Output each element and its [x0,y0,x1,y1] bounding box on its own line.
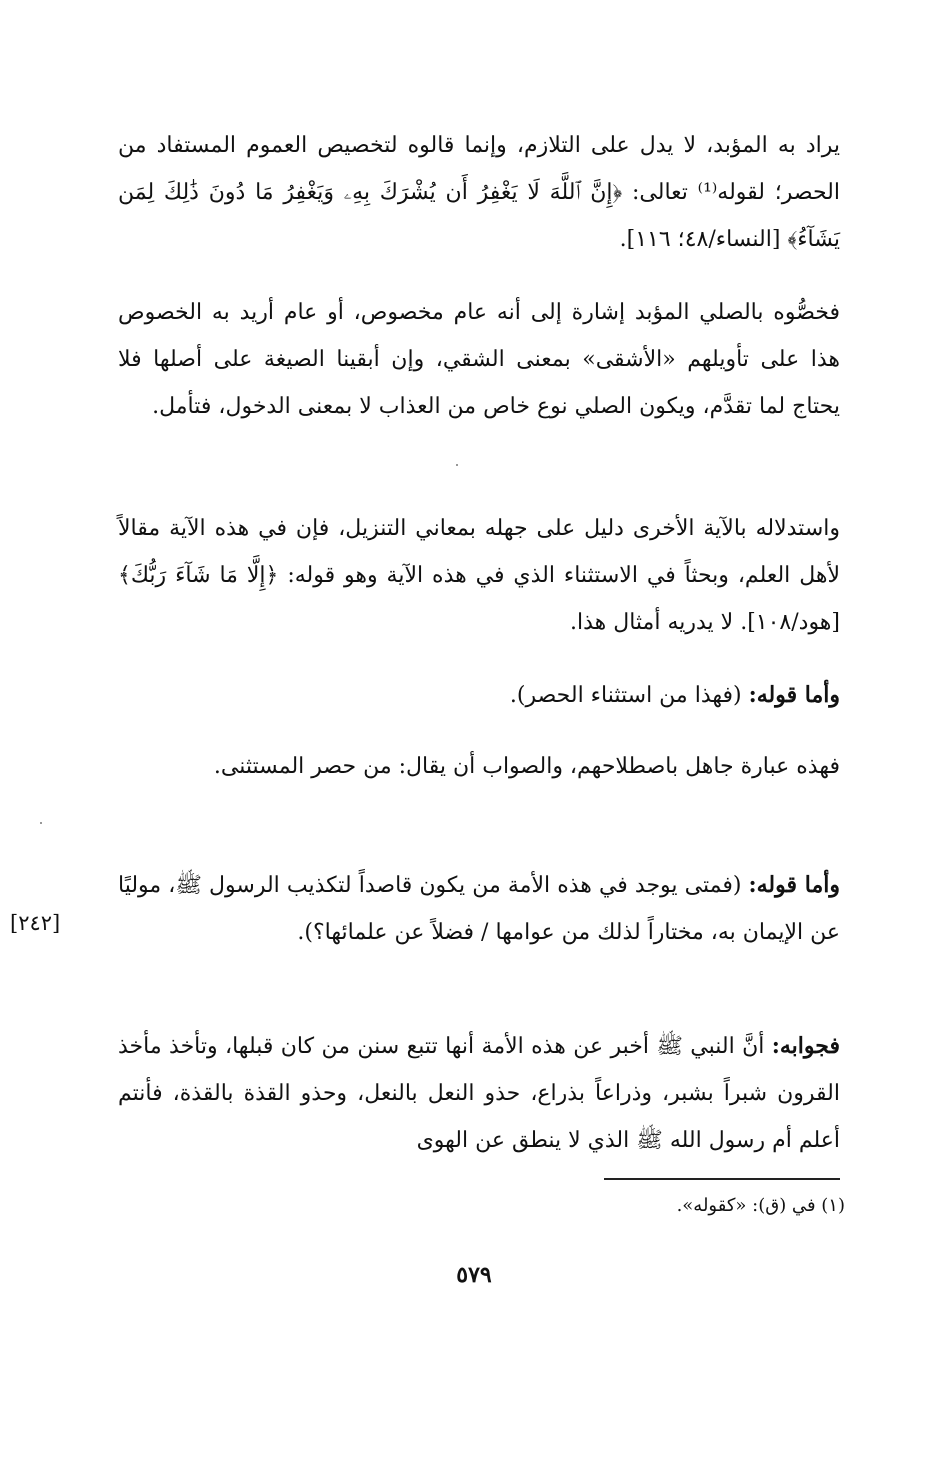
paragraph-1 [118,122,840,263]
scan-speck [40,822,42,824]
paragraph-3-text: واستدلاله بالآية الأخرى دليل على جهله بمعاني التنزيل، فإن في هذه الآية مقالاً لأهل العلم، وبحثاً في الاستثناء الذي في هذه الآية وهو قوله: ﴿إِلَّا مَا شَآءَ رَبُّكَ﴾ [هود/١٠٨]. لا يدريه أمثال هذا. [118,516,840,635]
scan-speck [456,464,458,466]
paragraph-4 [118,672,840,719]
paragraph-7-text [118,1023,840,1164]
paragraph-1-text: يراد به المؤبد، لا يدل على التلازم، وإنما قالوه لتخصيص العموم المستفاد من الحصر؛ لقوله⁽¹⁾ تعالى: ﴿إِنَّ ٱللَّهَ لَا يَغْفِرُ أَن يُشْرَكَ بِهِۦ وَيَغْفِرُ مَا دُونَ ذَٰلِكَ لِمَن يَشَآءُ﴾ [النساء/٤٨؛ ١١٦]. [118,133,840,252]
paragraph-7-rest: أنَّ النبي ﷺ أخبر عن هذه الأمة أنها تتبع سنن من كان قبلها، وتأخذ مأخذ القرون شبراً بشبر، وذراعاً بذراع، حذو النعل بالنعل، وحذو القذة بالقذة، فأنتم أعلم أم رسول الله ﷺ الذي لا ينطق عن الهوى [118,1034,840,1153]
paragraph-6-lead: وأما قوله: [748,872,840,898]
paragraph-4-rest: (فهذا من استثناء الحصر). [509,683,749,708]
manuscript-folio-marker: [٢٤٢] [10,911,61,935]
paragraph-4-text [118,672,840,719]
paragraph-6-rest: (فمتى يوجد في هذه الأمة من يكون قاصداً لتكذيب الرسول ﷺ، موليًا عن الإيمان به، مختاراً لذلك من عوامها / فضلاً عن علمائها؟). [118,873,840,945]
paragraph-4-lead: وأما قوله: [748,682,840,708]
paragraph-2-text: فخصُّوه بالصلي المؤبد إشارة إلى أنه عام مخصوص، أو عام أريد به الخصوص هذا على تأويلهم «الأشقى» بمعنى الشقي، وإن أبقينا الصيغة على أصلها فلا يحتاج لما تقدَّم، ويكون الصلي نوع خاص من العذاب لا بمعنى الدخول، فتأمل. [118,300,840,419]
paragraph-6 [118,862,840,956]
paragraph-3 [118,505,840,646]
paragraph-7-lead: فجوابه: [771,1033,840,1059]
footnote-divider [604,1178,840,1180]
paragraph-5-text: فهذه عبارة جاهل باصطلاحهم، والصواب أن يقال: من حصر المستثنى. [213,754,840,779]
paragraph-2 [118,289,840,430]
paragraph-5 [118,743,840,790]
footnote: (١) في (ق): «كقوله». [676,1195,845,1216]
paragraph-7 [118,1023,840,1164]
page-number: ٥٧٩ [456,1262,492,1288]
paragraph-6-text [118,862,840,956]
